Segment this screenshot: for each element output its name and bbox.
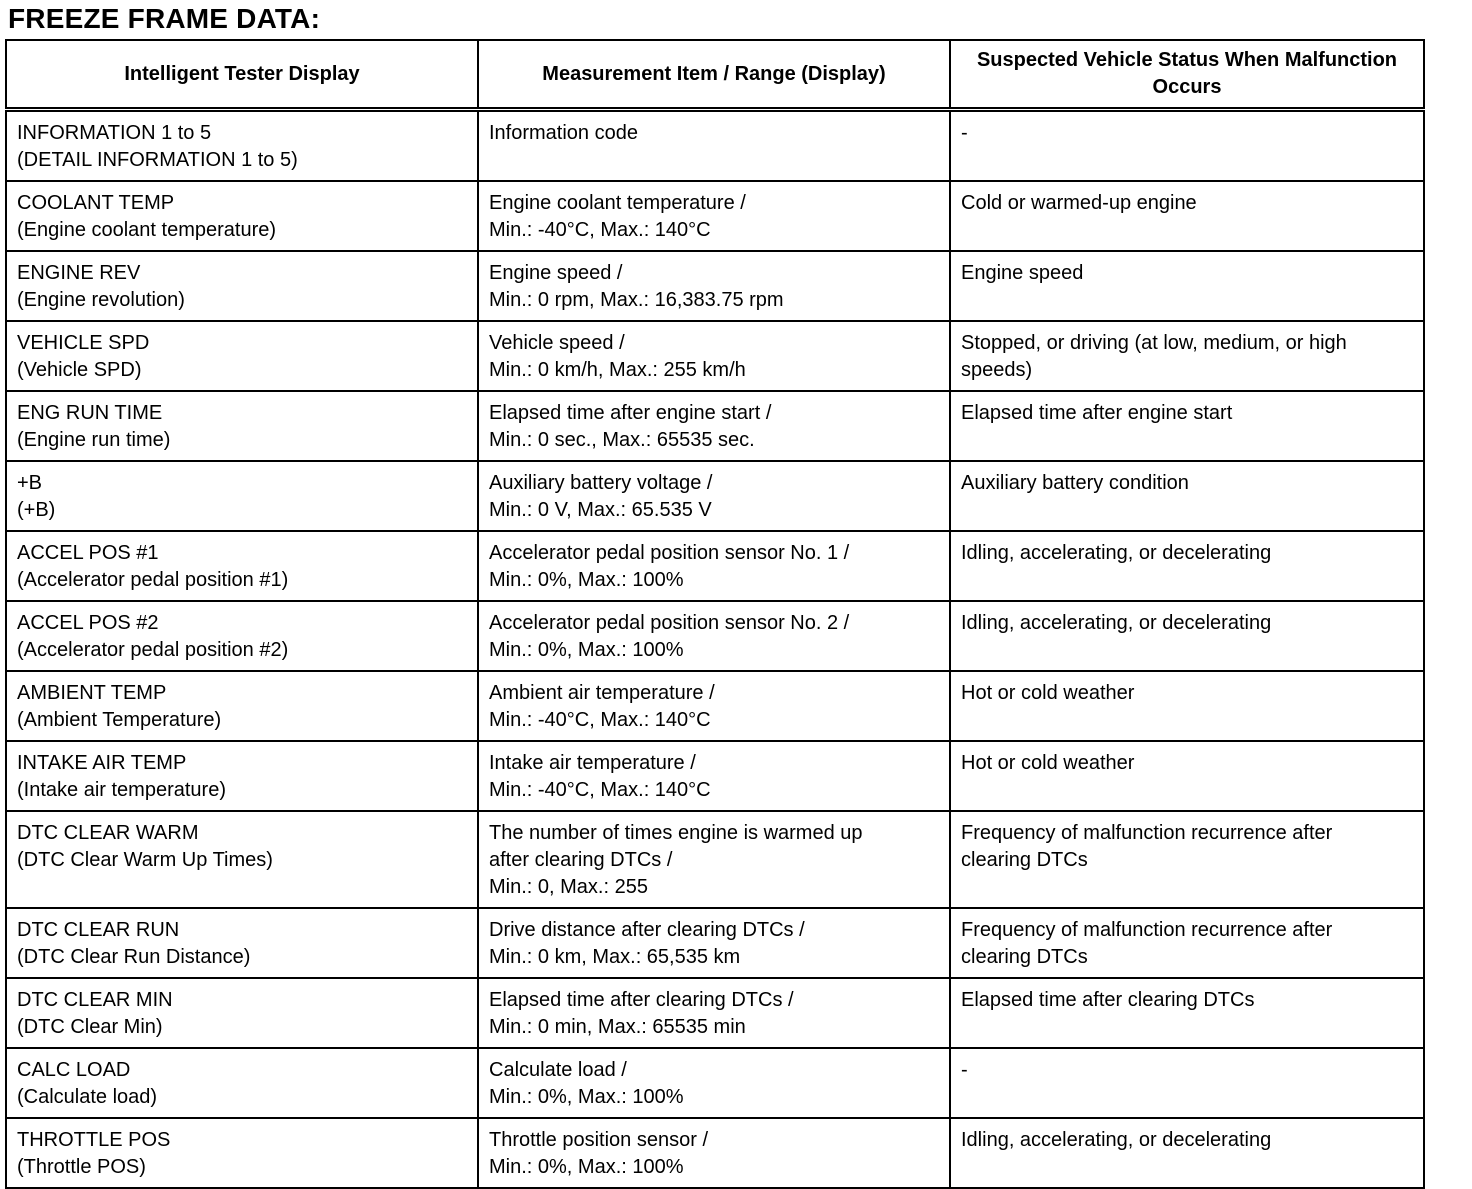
table-row [6, 1118, 1424, 1188]
freeze-frame-table [5, 39, 1425, 1189]
cell-text-line: Accelerator pedal position sensor No. 1 / [489, 542, 850, 564]
tester-display-cell [6, 908, 478, 978]
status-cell [950, 461, 1424, 531]
table-row [6, 1048, 1424, 1118]
cell-text-line: Idling, accelerating, or decelerating [961, 1129, 1272, 1151]
cell-text-line: DTC CLEAR WARM [17, 822, 199, 844]
table-row [6, 251, 1424, 321]
table-header-row [6, 40, 1424, 110]
measurement-cell [478, 978, 950, 1048]
cell-text-line: Min.: 0 V, Max.: 65.535 V [489, 499, 712, 521]
table-row [6, 321, 1424, 391]
tester-display-cell [6, 110, 478, 182]
cell-text-line: (Engine revolution) [17, 289, 185, 311]
table-row [6, 671, 1424, 741]
status-cell [950, 1118, 1424, 1188]
cell-text-line: Elapsed time after clearing DTCs / [489, 989, 794, 1011]
cell-text-line: DTC CLEAR RUN [17, 919, 180, 941]
tester-display-cell [6, 461, 478, 531]
cell-text-line: Min.: 0 min, Max.: 65535 min [489, 1016, 746, 1038]
measurement-cell [478, 601, 950, 671]
table-row [6, 741, 1424, 811]
cell-text-line: CALC LOAD [17, 1059, 131, 1081]
tester-display-cell [6, 1048, 478, 1118]
cell-text-line: Min.: -40°C, Max.: 140°C [489, 709, 711, 731]
status-cell [950, 741, 1424, 811]
cell-text-line: DTC CLEAR MIN [17, 989, 173, 1011]
cell-text-line: Drive distance after clearing DTCs / [489, 919, 805, 941]
cell-text-line: VEHICLE SPD [17, 332, 150, 354]
cell-text-line: INTAKE AIR TEMP [17, 752, 187, 774]
table-body [6, 110, 1424, 1189]
cell-text-line: Min.: 0, Max.: 255 [489, 876, 648, 898]
status-cell [950, 181, 1424, 251]
cell-text-line: COOLANT TEMP [17, 192, 175, 214]
cell-text-line: (Engine coolant temperature) [17, 219, 277, 241]
cell-text-line: Min.: 0 km/h, Max.: 255 km/h [489, 359, 746, 381]
cell-text-line: +B [17, 472, 43, 494]
cell-text-line: Elapsed time after clearing DTCs [961, 989, 1255, 1011]
cell-text-line: (Throttle POS) [17, 1156, 146, 1178]
tester-display-cell [6, 321, 478, 391]
cell-text-line: Engine speed / [489, 262, 623, 284]
tester-display-cell [6, 741, 478, 811]
cell-text-line: Information code [489, 122, 638, 144]
cell-text-line: INFORMATION 1 to 5 [17, 122, 212, 144]
tester-display-cell [6, 601, 478, 671]
cell-text-line: (+B) [17, 499, 56, 521]
measurement-cell [478, 391, 950, 461]
cell-text-line: Idling, accelerating, or decelerating [961, 612, 1272, 634]
column-header-measurement-item: Measurement Item / Range (Display) [478, 40, 950, 110]
cell-text-line: Cold or warmed-up engine [961, 192, 1197, 214]
cell-text-line: Calculate load / [489, 1059, 627, 1081]
table-row [6, 461, 1424, 531]
measurement-cell [478, 1048, 950, 1118]
cell-text-line: ACCEL POS #1 [17, 542, 159, 564]
table-row [6, 908, 1424, 978]
status-cell [950, 321, 1424, 391]
cell-text-line: Stopped, or driving (at low, medium, or high [961, 332, 1347, 354]
cell-text-line: (Accelerator pedal position #2) [17, 639, 289, 661]
measurement-cell [478, 671, 950, 741]
tester-display-cell [6, 1118, 478, 1188]
cell-text-line: Auxiliary battery voltage / [489, 472, 713, 494]
measurement-cell [478, 181, 950, 251]
table-row [6, 181, 1424, 251]
tester-display-cell [6, 251, 478, 321]
tester-display-cell [6, 978, 478, 1048]
status-cell [950, 601, 1424, 671]
table-row [6, 811, 1424, 908]
cell-text-line: Vehicle speed / [489, 332, 625, 354]
cell-text-line: (Engine run time) [17, 429, 171, 451]
table-row [6, 601, 1424, 671]
measurement-cell [478, 1118, 950, 1188]
column-header-suspected-status: Suspected Vehicle Status When Malfunction Occurs [950, 40, 1424, 110]
measurement-cell [478, 321, 950, 391]
cell-text-line: Engine speed [961, 262, 1084, 284]
status-cell [950, 908, 1424, 978]
cell-text-line: Ambient air temperature / [489, 682, 715, 704]
cell-text-line: (Accelerator pedal position #1) [17, 569, 289, 591]
cell-text-line: (DETAIL INFORMATION 1 to 5) [17, 149, 298, 171]
cell-text-line: AMBIENT TEMP [17, 682, 167, 704]
cell-text-line: Hot or cold weather [961, 682, 1135, 704]
page-title: FREEZE FRAME DATA: [8, 3, 321, 34]
cell-text-line: clearing DTCs [961, 946, 1088, 968]
status-cell [950, 391, 1424, 461]
cell-text-line: Accelerator pedal position sensor No. 2 / [489, 612, 850, 634]
measurement-cell [478, 251, 950, 321]
cell-text-line: The number of times engine is warmed up [489, 822, 863, 844]
cell-text-line: Auxiliary battery condition [961, 472, 1189, 494]
measurement-cell [478, 461, 950, 531]
column-header-tester-display: Intelligent Tester Display [6, 40, 478, 110]
cell-text-line: after clearing DTCs / [489, 849, 673, 871]
cell-text-line: Min.: 0 sec., Max.: 65535 sec. [489, 429, 755, 451]
status-cell [950, 811, 1424, 908]
tester-display-cell [6, 811, 478, 908]
cell-text-line: (DTC Clear Warm Up Times) [17, 849, 273, 871]
cell-text-line: Min.: -40°C, Max.: 140°C [489, 779, 711, 801]
cell-text-line: Engine coolant temperature / [489, 192, 746, 214]
tester-display-cell [6, 671, 478, 741]
status-cell [950, 978, 1424, 1048]
cell-text-line: (Calculate load) [17, 1086, 158, 1108]
cell-text-line: Min.: 0%, Max.: 100% [489, 639, 684, 661]
cell-text-line: Min.: 0 km, Max.: 65,535 km [489, 946, 741, 968]
cell-text-line: Intake air temperature / [489, 752, 696, 774]
status-cell [950, 671, 1424, 741]
tester-display-cell [6, 531, 478, 601]
cell-text-line: (DTC Clear Min) [17, 1016, 163, 1038]
table-row [6, 978, 1424, 1048]
table-row [6, 391, 1424, 461]
cell-text-line: ACCEL POS #2 [17, 612, 159, 634]
cell-text-line: Min.: 0 rpm, Max.: 16,383.75 rpm [489, 289, 784, 311]
cell-text-line: speeds) [961, 359, 1033, 381]
measurement-cell [478, 908, 950, 978]
cell-text-line: (Ambient Temperature) [17, 709, 222, 731]
tester-display-cell [6, 391, 478, 461]
cell-text-line: - [961, 1059, 968, 1081]
status-cell [950, 251, 1424, 321]
cell-text-line: Frequency of malfunction recurrence after [961, 919, 1333, 941]
status-cell [950, 1048, 1424, 1118]
table-row [6, 110, 1424, 182]
cell-text-line: Min.: 0%, Max.: 100% [489, 569, 684, 591]
cell-text-line: Throttle position sensor / [489, 1129, 708, 1151]
cell-text-line: THROTTLE POS [17, 1129, 171, 1151]
cell-text-line: (Intake air temperature) [17, 779, 226, 801]
cell-text-line: - [961, 122, 968, 144]
cell-text-line: ENG RUN TIME [17, 402, 163, 424]
tester-display-cell [6, 181, 478, 251]
cell-text-line: Idling, accelerating, or decelerating [961, 542, 1272, 564]
status-cell [950, 531, 1424, 601]
cell-text-line: Min.: -40°C, Max.: 140°C [489, 219, 711, 241]
cell-text-line: Hot or cold weather [961, 752, 1135, 774]
cell-text-line: ENGINE REV [17, 262, 141, 284]
table-row [6, 531, 1424, 601]
cell-text-line: Min.: 0%, Max.: 100% [489, 1156, 684, 1178]
measurement-cell [478, 531, 950, 601]
cell-text-line: Min.: 0%, Max.: 100% [489, 1086, 684, 1108]
measurement-cell [478, 110, 950, 182]
cell-text-line: clearing DTCs [961, 849, 1088, 871]
status-cell [950, 110, 1424, 182]
cell-text-line: (DTC Clear Run Distance) [17, 946, 251, 968]
measurement-cell [478, 741, 950, 811]
cell-text-line: Elapsed time after engine start [961, 402, 1233, 424]
cell-text-line: Frequency of malfunction recurrence after [961, 822, 1333, 844]
cell-text-line: Elapsed time after engine start / [489, 402, 772, 424]
cell-text-line: (Vehicle SPD) [17, 359, 142, 381]
measurement-cell [478, 811, 950, 908]
